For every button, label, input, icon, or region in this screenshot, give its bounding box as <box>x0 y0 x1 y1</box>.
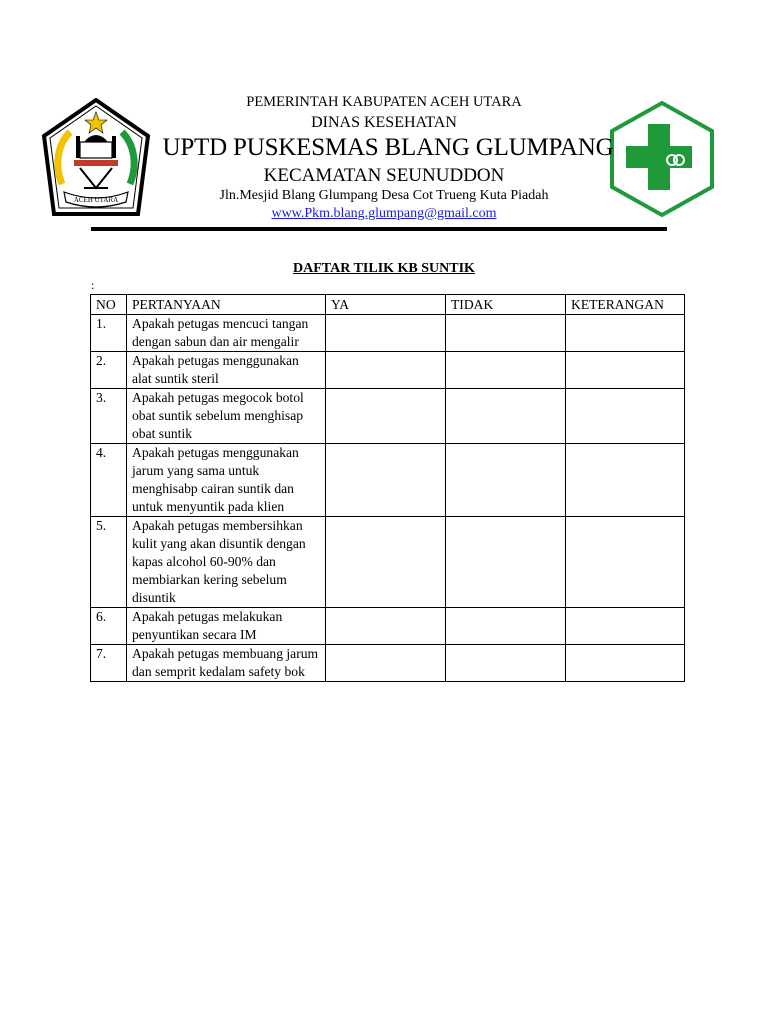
row-question: Apakah petugas menggunakan jarum yang sama untuk menghisabp cairan suntik dan untuk menyuntik pada klien <box>127 444 326 517</box>
table-row <box>91 444 685 517</box>
row-question: Apakah petugas membersihkan kulit yang akan disuntik dengan kapas alcohol 60-90% dan membiarkan kering sebelum disuntik <box>127 517 326 608</box>
notes-cell[interactable] <box>566 517 685 608</box>
row-number: 7. <box>91 645 127 682</box>
table-row <box>91 645 685 682</box>
notes-cell[interactable] <box>566 444 685 517</box>
notes-cell[interactable] <box>566 315 685 352</box>
row-question: Apakah petugas menggunakan alat suntik steril <box>127 352 326 389</box>
answer-yes-cell[interactable] <box>326 444 446 517</box>
answer-yes-cell[interactable] <box>326 517 446 608</box>
table-row <box>91 352 685 389</box>
row-number: 5. <box>91 517 127 608</box>
notes-cell[interactable] <box>566 608 685 645</box>
document-title: DAFTAR TILIK KB SUNTIK <box>293 261 475 276</box>
row-number: 6. <box>91 608 127 645</box>
answer-yes-cell[interactable] <box>326 608 446 645</box>
answer-no-cell[interactable] <box>446 389 566 444</box>
header-address: Jln.Mesjid Blang Glumpang Desa Cot Trueng Kuta Piadah <box>219 188 549 203</box>
answer-no-cell[interactable] <box>446 608 566 645</box>
table-row <box>91 517 685 608</box>
answer-yes-cell[interactable] <box>326 645 446 682</box>
crest-banner-text: ACEH UTARA <box>73 196 119 204</box>
answer-no-cell[interactable] <box>446 444 566 517</box>
header-subdistrict: KECAMATAN SEUNUDDON <box>263 165 505 186</box>
header-email-link[interactable]: www.Pkm.blang.glumpang@gmail.com <box>271 206 497 221</box>
notes-cell[interactable] <box>566 645 685 682</box>
row-number: 3. <box>91 389 127 444</box>
row-question: Apakah petugas melakukan penyuntikan secara IM <box>127 608 326 645</box>
row-question: Apakah petugas mencuci tangan dengan sabun dan air mengalir <box>127 315 326 352</box>
header-no-answer: TIDAK <box>446 295 566 315</box>
notes-cell[interactable] <box>566 389 685 444</box>
row-number: 4. <box>91 444 127 517</box>
table-header-row <box>91 295 685 315</box>
answer-yes-cell[interactable] <box>326 315 446 352</box>
answer-no-cell[interactable] <box>446 645 566 682</box>
header-divider <box>91 227 667 231</box>
table-row <box>91 608 685 645</box>
checklist-table <box>90 294 685 682</box>
header-government-line: PEMERINTAH KABUPATEN ACEH UTARA <box>246 94 522 110</box>
header-question: PERTANYAAN <box>127 295 326 315</box>
answer-no-cell[interactable] <box>446 315 566 352</box>
answer-no-cell[interactable] <box>446 517 566 608</box>
table-row <box>91 315 685 352</box>
answer-yes-cell[interactable] <box>326 352 446 389</box>
row-number: 1. <box>91 315 127 352</box>
row-number: 2. <box>91 352 127 389</box>
row-question: Apakah petugas megocok botol obat suntik sebelum menghisap obat suntik <box>127 389 326 444</box>
header-yes: YA <box>326 295 446 315</box>
table-row <box>91 389 685 444</box>
answer-yes-cell[interactable] <box>326 389 446 444</box>
header-department-line: DINAS KESEHATAN <box>311 114 457 131</box>
colon-mark: : <box>91 278 95 292</box>
header-institution-name: UPTD PUSKESMAS BLANG GLUMPANG <box>162 134 614 161</box>
header-no: NO <box>91 295 127 315</box>
header-notes: KETERANGAN <box>566 295 685 315</box>
row-question: Apakah petugas membuang jarum dan semprit kedalam safety bok <box>127 645 326 682</box>
notes-cell[interactable] <box>566 352 685 389</box>
answer-no-cell[interactable] <box>446 352 566 389</box>
